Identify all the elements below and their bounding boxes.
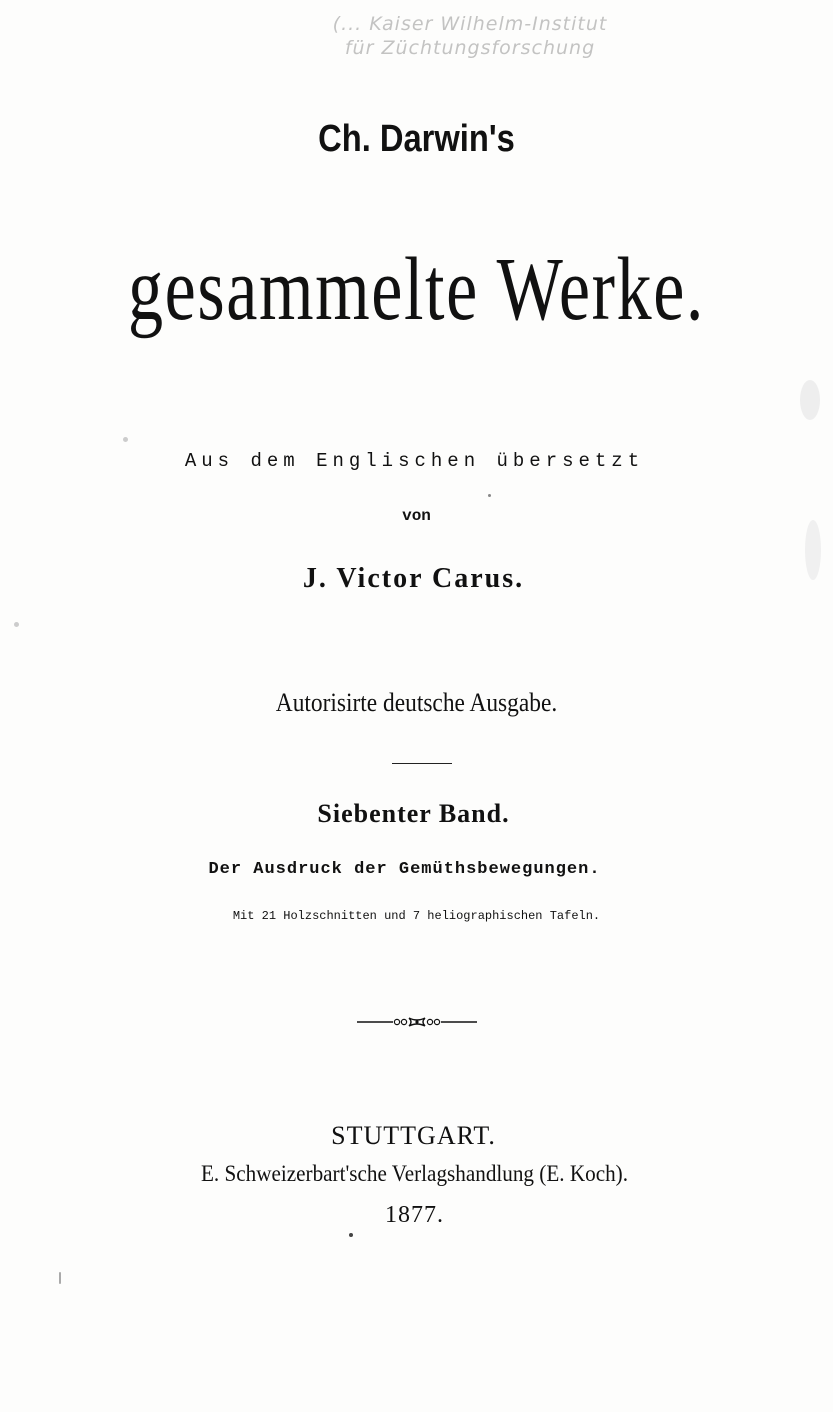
paper-speck [488, 494, 491, 497]
paper-speck [805, 520, 821, 580]
by-word: von [402, 507, 431, 525]
stamp-line-2: für Züchtungsforschung [344, 37, 596, 59]
publisher-name: E. Schweizerbart'sche Verlagshandlung (E. Koch). [200, 1161, 629, 1186]
work-title: gesammelte Werke. [127, 240, 706, 339]
publication-place: STUTTGART. [331, 1121, 496, 1150]
paper-speck [349, 1233, 353, 1237]
translation-note: Aus dem Englischen übersetzt [184, 450, 645, 472]
paper-speck [800, 380, 820, 420]
stamp-line-1: (... Kaiser Wilhelm-Institut [332, 13, 608, 35]
paper-speck [59, 1272, 61, 1284]
illustrations-note: Mit 21 Holzschnitten und 7 heliographischen Tafeln. [232, 909, 601, 923]
volume-number: Siebenter Band. [317, 799, 510, 828]
publication-year: 1877. [385, 1202, 444, 1228]
paper-speck [123, 437, 128, 442]
horizontal-scroll-ornament-icon [357, 1012, 477, 1032]
volume-subtitle: Der Ausdruck der Gemüthsbewegungen. [208, 860, 601, 879]
translator-name: J. Victor Carus. [302, 563, 525, 594]
edition-statement: Autorisirte deutsche Ausgabe. [275, 688, 558, 717]
library-stamp [330, 12, 610, 60]
author-heading: Ch. Darwin's [318, 118, 515, 160]
paper-speck [14, 622, 19, 627]
divider-rule [392, 763, 452, 764]
